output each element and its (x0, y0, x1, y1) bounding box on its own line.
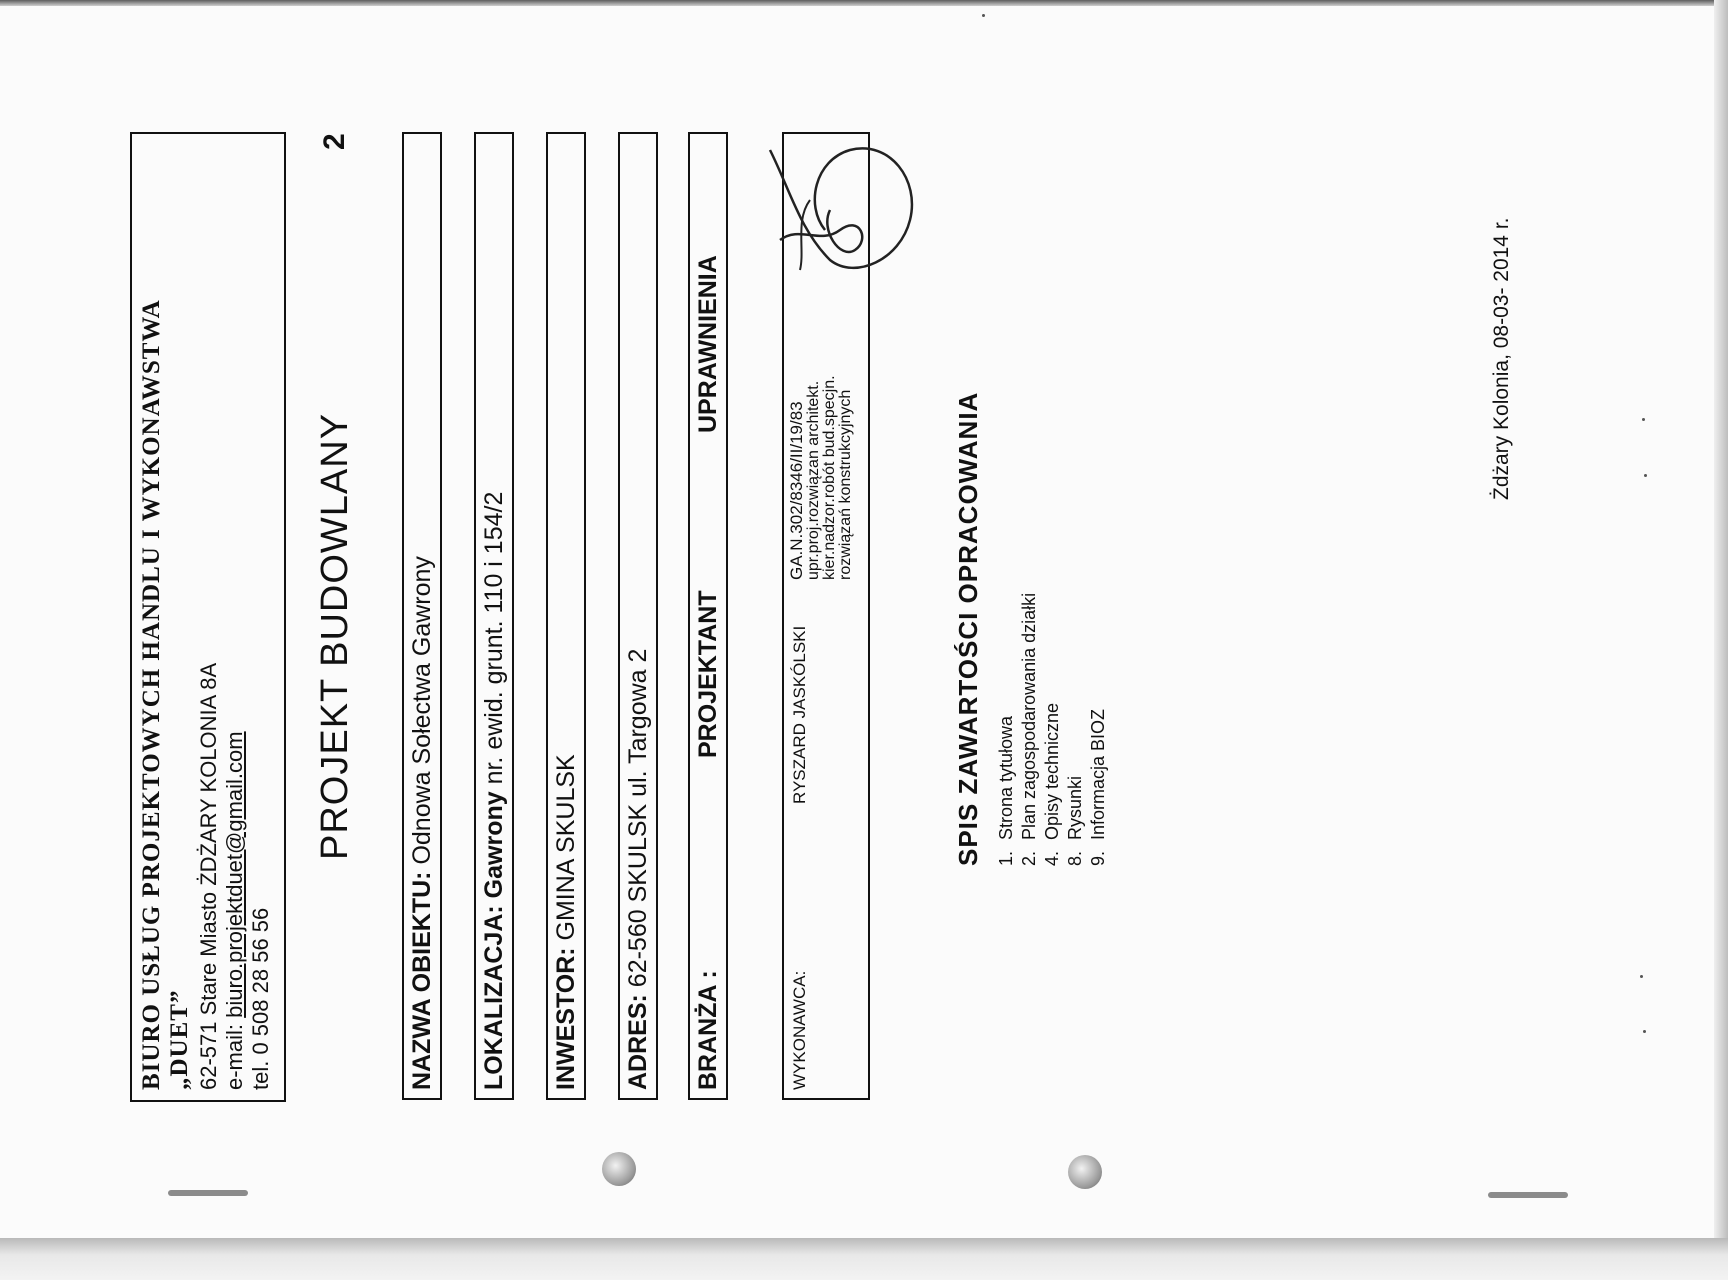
location-box (474, 132, 514, 1100)
designer-name: RYSZARD JASKÓLSKI (790, 625, 809, 804)
licenses-header: UPRAWNIENIA (694, 255, 722, 433)
object-name-value: Odnowa Sołectwa Gawrony (408, 556, 436, 872)
toc-item: 4.Opisy techniczne (1042, 702, 1062, 866)
sheet-number: 2 (318, 133, 351, 150)
company-brand: „DUET” (166, 989, 193, 1090)
branch-header-box (688, 132, 728, 1100)
company-header-box (130, 132, 286, 1102)
toc-item: 1.Strona tytułowa (996, 715, 1016, 866)
address-value: 62-560 SKULSK ul. Targowa 2 (624, 648, 652, 995)
object-name-box (402, 132, 442, 1100)
company-phone: tel. 0 508 28 56 56 (248, 907, 273, 1090)
handwritten-signature (760, 120, 940, 300)
location-parcels: nr. ewid. grunt. 110 i 154/2 (480, 491, 508, 792)
license-line: kier.nadzor.robót bud.specjn. (821, 375, 838, 580)
toc-item: 9.Informacja BIOZ (1088, 708, 1108, 866)
license-line: upr.proj.rozwiązan architekt. (805, 380, 822, 580)
branch-label: BRANŻA : (694, 970, 722, 1090)
toc-item: 2.Plan zagospodarowania działki (1019, 592, 1039, 866)
company-email-line (222, 731, 248, 1090)
toc-title: SPIS ZAWARTOŚCI OPRACOWANIA (953, 391, 983, 866)
location-label: LOKALIZACJA: (480, 905, 508, 1090)
toc-list (995, 593, 1110, 866)
email-label: e-mail: (222, 1023, 247, 1090)
license-line: rozwiązań konstrukcyjnych (837, 389, 854, 580)
address-box (618, 132, 658, 1100)
contractor-label: WYKONAWCA: (790, 970, 809, 1090)
designer-header: PROJEKTANT (694, 590, 722, 758)
company-email: biuro.projektduet@gmail.com (222, 731, 247, 1018)
investor-box (546, 132, 586, 1100)
project-title: PROJEKT BUDOWLANY (314, 412, 356, 860)
location-village: Gawrony (480, 791, 508, 906)
toc-item: 8.Rysunki (1065, 775, 1085, 866)
license-number: GA.N.302/8346/II/19/83 (787, 401, 806, 580)
investor-value: GMINA SKULSK (552, 754, 580, 948)
document-date: Żdżary Kolonia, 08-03- 2014 r. (1490, 217, 1513, 500)
license-details (789, 375, 854, 580)
investor-label: INWESTOR: (552, 947, 580, 1090)
company-address: 62-571 Stare Miasto ŻDŻARY KOLONIA 8A (196, 662, 221, 1090)
address-label: ADRES: (624, 994, 652, 1090)
company-name: BIURO USŁUG PROJEKTOWYCH HANDLU I WYKONAWSTWA (138, 299, 165, 1090)
object-name-label: NAZWA OBIEKTU: (408, 871, 436, 1090)
